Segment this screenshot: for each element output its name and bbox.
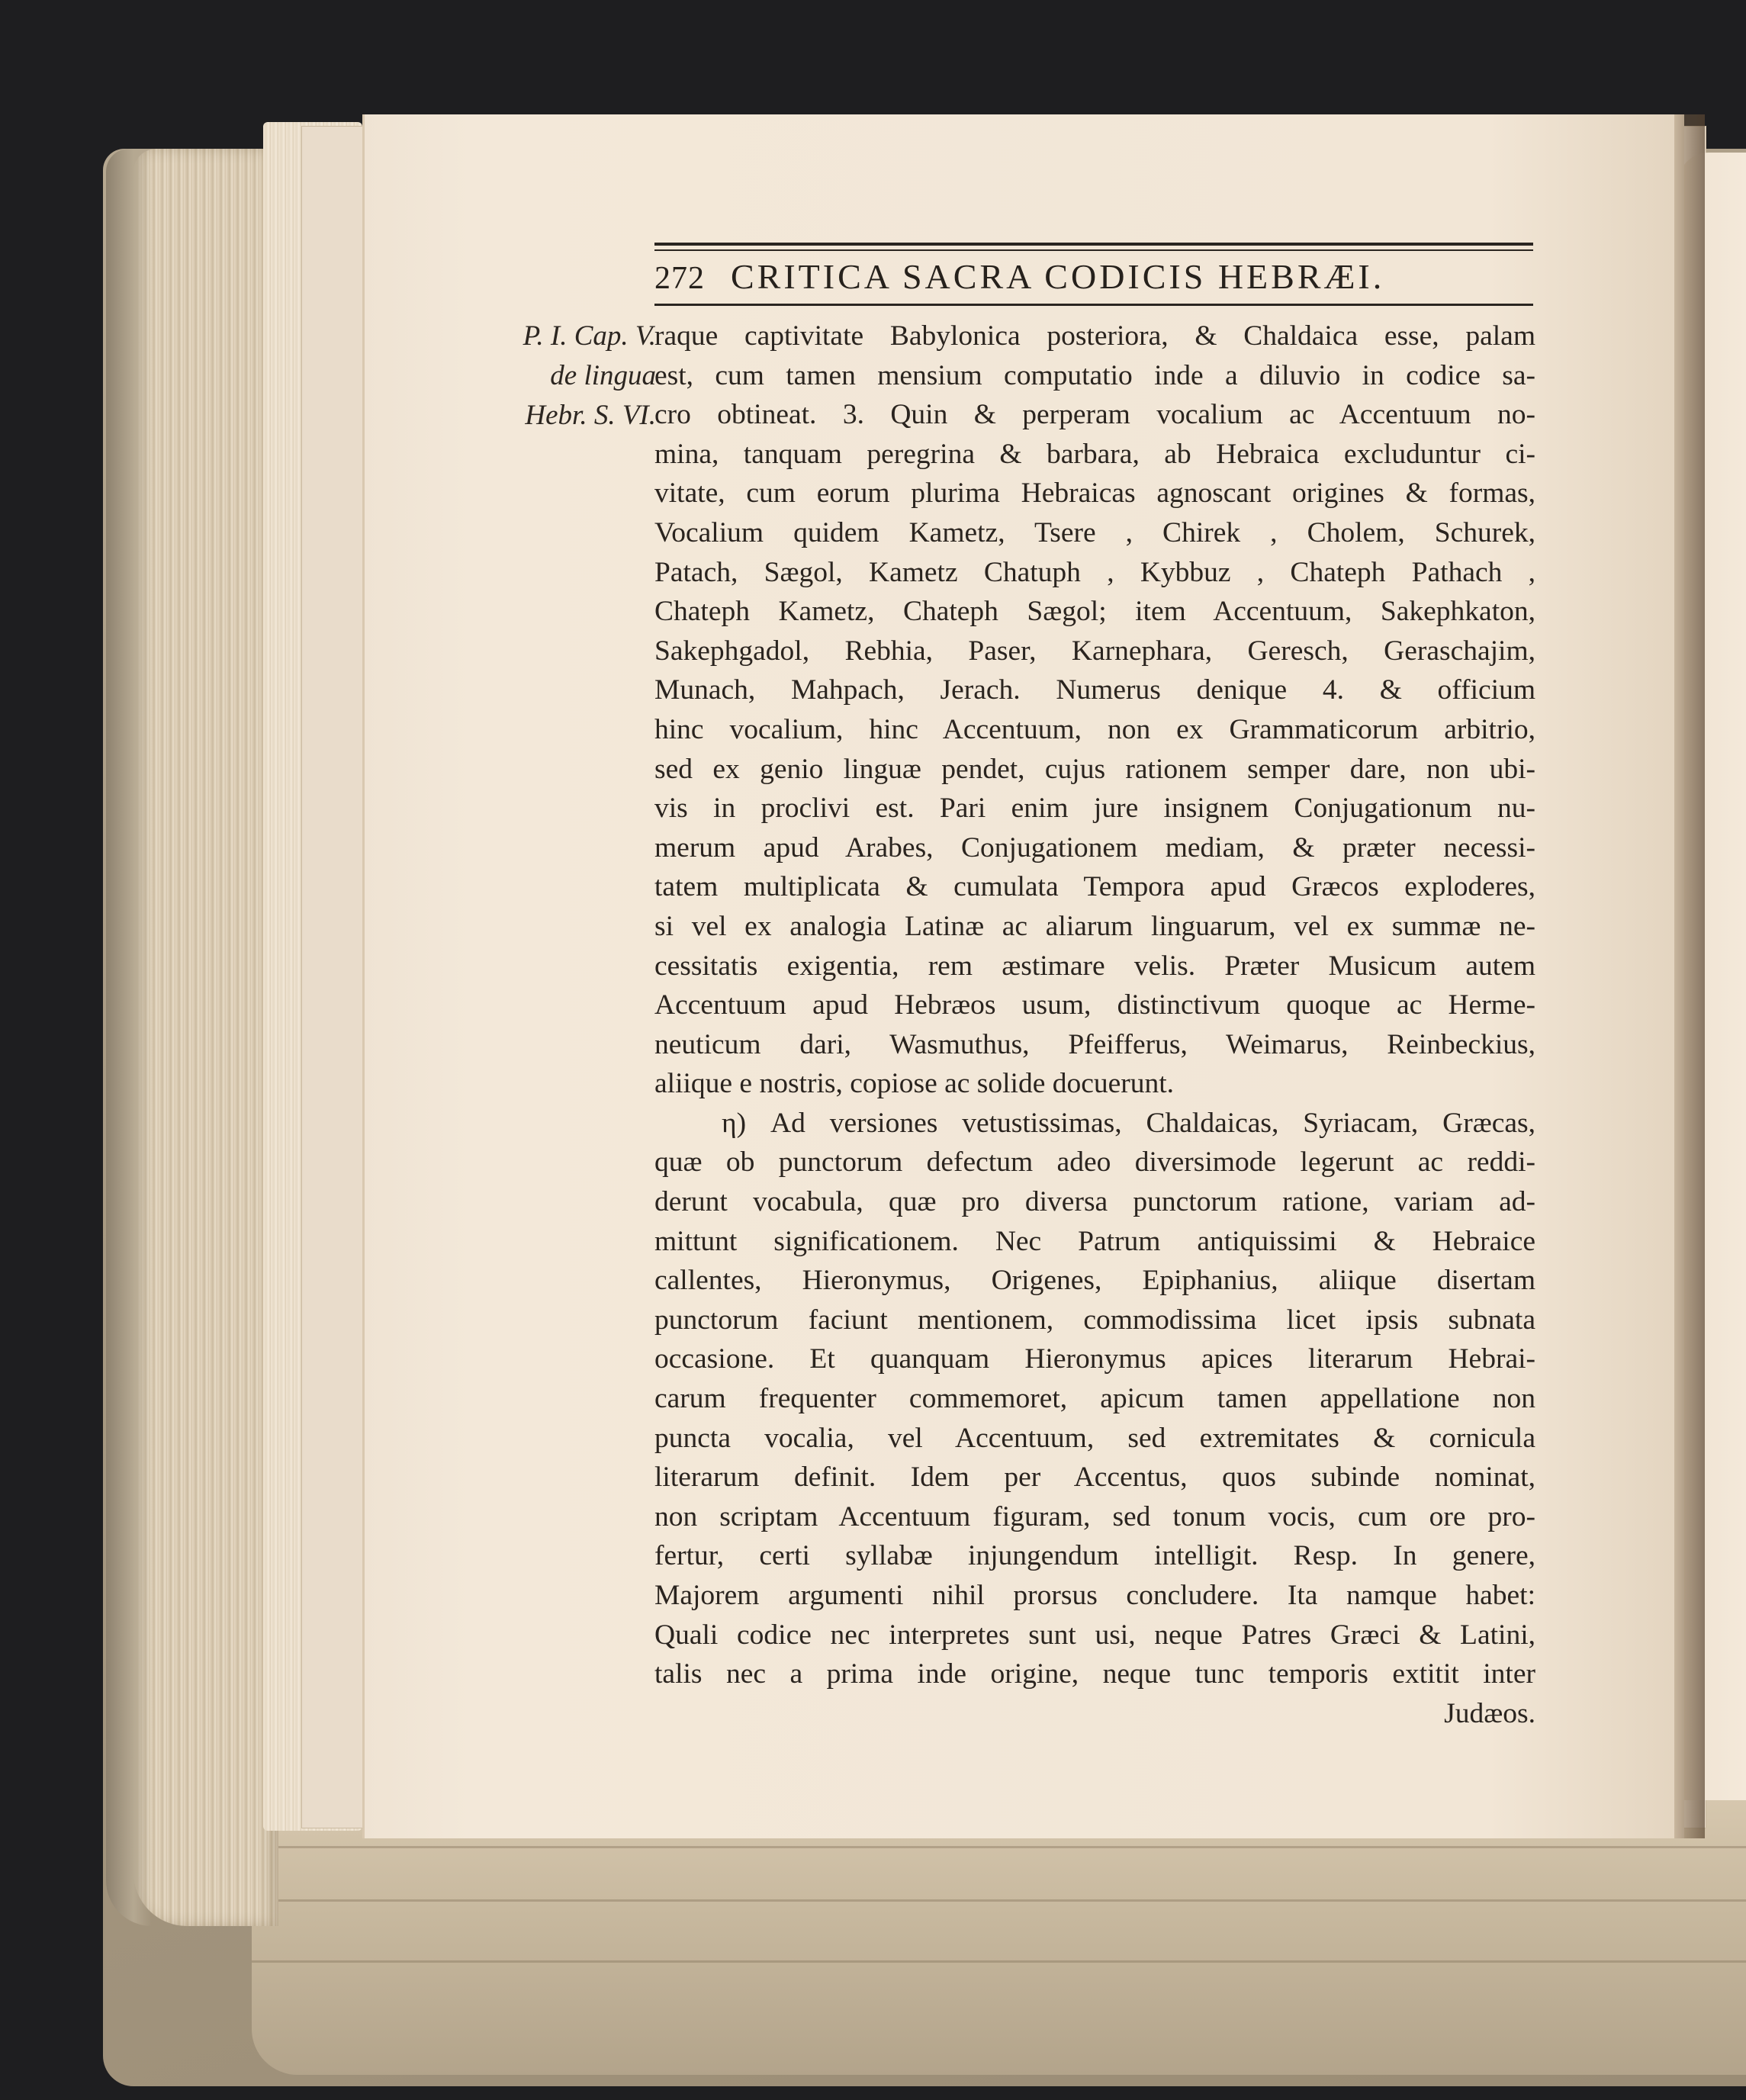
- text-line: quæ ob punctorum defectum adeo diversimode legerunt ac reddi-: [654, 1146, 1535, 1179]
- text-line: Patach, Sægol, Kametz Chatuph , Kybbuz , Chateph Pathach ,: [654, 556, 1535, 588]
- text-line: Sakephgadol, Rebhia, Paser, Karnephara, Geresch, Geraschajim,: [654, 635, 1535, 667]
- text-line: talis nec a prima inde origine, neque tunc temporis extitit inter: [654, 1658, 1535, 1690]
- text-line: hinc vocalium, hinc Accentuum, non ex Grammaticorum arbitrio,: [654, 713, 1535, 745]
- text-line: literarum definit. Idem per Accentus, quos subinde nominat,: [654, 1462, 1535, 1494]
- header-rule-thin: [654, 249, 1533, 251]
- text-line: Vocalium quidem Kametz, Tsere , Chirek , Cholem, Schurek,: [654, 516, 1535, 548]
- text-line: punctorum faciunt mentionem, commodissima licet ipsis subnata: [654, 1304, 1535, 1336]
- text-line: carum frequenter commemoret, apicum tamen appellatione non: [654, 1383, 1535, 1415]
- margin-note-line: de lingua: [550, 360, 656, 391]
- gutter-shadow: [1674, 114, 1705, 1838]
- catchword: Judæos.: [1444, 1697, 1535, 1729]
- text-line: mina, tanquam peregrina & barbara, ab Hebraica excluduntur ci-: [654, 438, 1535, 470]
- text-line: fertur, certi syllabæ injungendum intelligit. Resp. In genere,: [654, 1540, 1535, 1572]
- text-line: est, cum tamen mensium computatio inde a diluvio in codice sa-: [654, 359, 1535, 391]
- page-number: 272: [654, 261, 705, 296]
- text-line: Accentuum apud Hebræos usum, distinctivum quoque ac Herme-: [654, 989, 1535, 1021]
- text-line: callentes, Hieronymus, Origenes, Epiphanius, aliique disertam: [654, 1265, 1535, 1297]
- text-line: vitate, cum eorum plurima Hebraicas agnoscant origines & formas,: [654, 478, 1535, 510]
- header-rule-bottom: [654, 304, 1533, 306]
- text-line: si vel ex analogia Latinæ ac aliarum linguarum, vel ex summæ ne-: [654, 910, 1535, 942]
- text-line: Chateph Kametz, Chateph Sægol; item Accentuum, Sakephkaton,: [654, 596, 1535, 628]
- margin-note-line: P. I. Cap. V.: [523, 320, 656, 352]
- margin-note: [488, 317, 656, 436]
- page-block-fore-edge: [133, 149, 278, 1926]
- paragraph-1: [654, 317, 1535, 1104]
- text-line: neuticum dari, Wasmuthus, Pfeifferus, Weimarus, Reinbeckius,: [654, 1028, 1535, 1060]
- text-line: occasione. Et quanquam Hieronymus apices literarum Hebrai-: [654, 1343, 1535, 1375]
- page-block-bottom-edge: [252, 1800, 1746, 2075]
- text-line: derunt vocabula, quæ pro diversa punctorum ratione, variam ad-: [654, 1186, 1535, 1218]
- running-title: CRITICA SACRA CODICIS HEBRÆI.: [731, 257, 1385, 296]
- text-line: cessitatis exigentia, rem æstimare velis. Præter Musicum autem: [654, 950, 1535, 982]
- text-line: raque captivitate Babylonica posteriora, & Chaldaica esse, palam: [654, 320, 1535, 352]
- text-line: mittunt significationem. Nec Patrum antiquissimi & Hebraice: [654, 1225, 1535, 1257]
- running-head: [654, 256, 1532, 299]
- text-line: aliique e nostris, copiose ac solide docuerunt.: [654, 1068, 1175, 1100]
- text-line: vis in proclivi est. Pari enim jure insignem Conjugationum nu-: [654, 793, 1535, 825]
- text-line: non scriptam Accentuum figuram, sed tonum vocis, cum ore pro-: [654, 1500, 1535, 1532]
- text-line: tatem multiplicata & cumulata Tempora apud Græcos exploderes,: [654, 871, 1535, 903]
- paragraph-2: [654, 1104, 1535, 1694]
- body-text: [654, 317, 1535, 1733]
- header-rule-thick: [654, 243, 1533, 246]
- text-line: merum apud Arabes, Conjugationem mediam, & præter necessi-: [654, 831, 1535, 863]
- text-line: η) Ad versiones vetustissimas, Chaldaicas, Syriacam, Græcas,: [722, 1107, 1535, 1139]
- text-line: Munach, Mahpach, Jerach. Numerus denique 4. & officium: [654, 674, 1535, 706]
- text-line: puncta vocalia, vel Accentuum, sed extremitates & cornicula: [654, 1422, 1535, 1454]
- text-line: sed ex genio linguæ pendet, cujus rationem semper dare, non ubi-: [654, 753, 1535, 785]
- margin-note-line: Hebr. S. VI.: [525, 400, 656, 431]
- text-line: cro obtineat. 3. Quin & perperam vocalium ac Accentuum no-: [654, 399, 1535, 431]
- text-line: Quali codice nec interpretes sunt usi, neque Patres Græci & Latini,: [654, 1619, 1535, 1651]
- text-line: Majorem argumenti nihil prorsus concludere. Ita namque habet:: [654, 1580, 1535, 1611]
